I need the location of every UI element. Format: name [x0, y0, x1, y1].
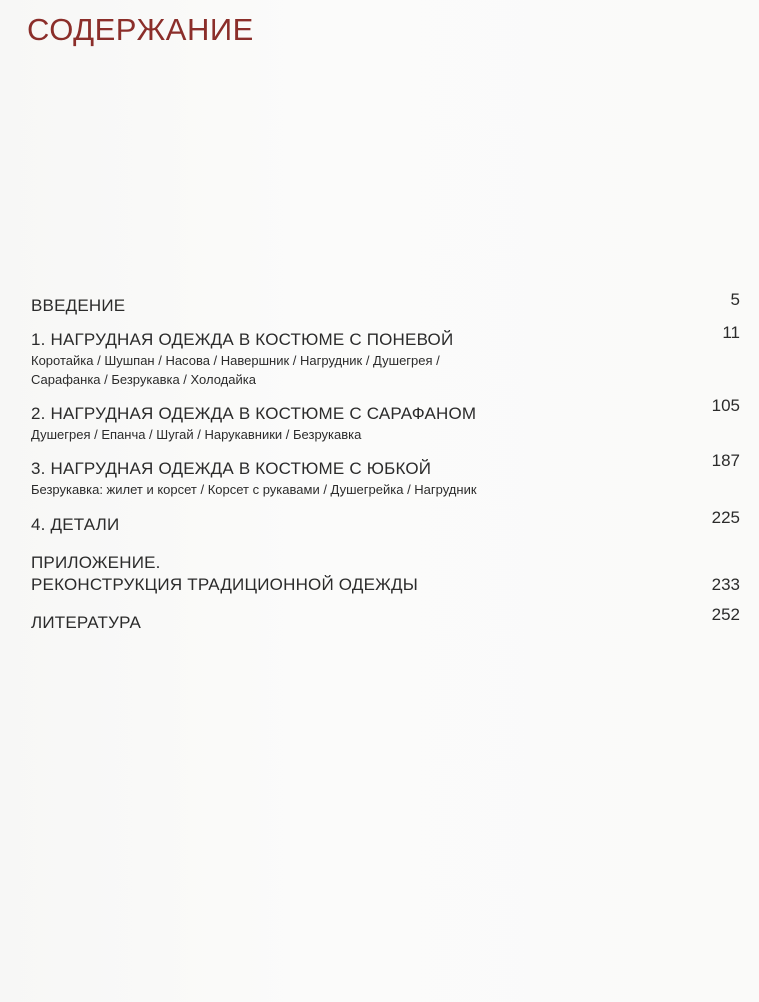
toc-entry-chapter-2: [31, 396, 740, 444]
toc-heading: ЛИТЕРАТУРА: [31, 613, 142, 632]
toc-page-number: 105: [711, 396, 740, 415]
toc-entry-appendix: [31, 552, 740, 596]
toc-page-number: 11: [722, 323, 740, 342]
toc-page-number: 225: [711, 508, 740, 527]
toc-heading: 3. НАГРУДНАЯ ОДЕЖДА В КОСТЮМЕ С ЮБКОЙ: [31, 459, 432, 478]
toc-heading: 4. ДЕТАЛИ: [31, 515, 120, 534]
toc-entry-literature: [31, 605, 740, 634]
toc-page-number: 233: [711, 575, 740, 594]
toc-subtitle: Душегрея / Епанча / Шугай / Нарукавники / Безрукавка: [31, 427, 362, 442]
toc-heading: ВВЕДЕНИЕ: [31, 296, 126, 315]
table-of-contents: [31, 289, 740, 634]
toc-page-number: 5: [730, 290, 740, 309]
toc-entry-chapter-3: [31, 451, 740, 499]
toc-subtitle: Сарафанка / Безрукавка / Холодайка: [31, 372, 256, 387]
toc-subtitle: Коротайка / Шушпан / Насова / Навершник / Нагрудник / Душегрея /: [31, 353, 440, 368]
toc-entry-chapter-1: [31, 323, 740, 389]
toc-heading: 1. НАГРУДНАЯ ОДЕЖДА В КОСТЮМЕ С ПОНЕВОЙ: [31, 330, 454, 349]
toc-subtitle: Безрукавка: жилет и корсет / Корсет с рукавами / Душегрейка / Нагрудник: [31, 482, 477, 497]
toc-entry-intro: [31, 290, 740, 317]
toc-page-number: 252: [711, 605, 740, 624]
toc-page-number: 187: [711, 451, 740, 470]
toc-heading: 2. НАГРУДНАЯ ОДЕЖДА В КОСТЮМЕ С САРАФАНОМ: [31, 404, 477, 423]
toc-heading: РЕКОНСТРУКЦИЯ ТРАДИЦИОННОЙ ОДЕЖДЫ: [31, 575, 418, 594]
toc-entry-chapter-4: [31, 508, 740, 536]
page-title: СОДЕРЖАНИЕ: [27, 12, 254, 47]
toc-heading: ПРИЛОЖЕНИЕ.: [31, 553, 161, 572]
